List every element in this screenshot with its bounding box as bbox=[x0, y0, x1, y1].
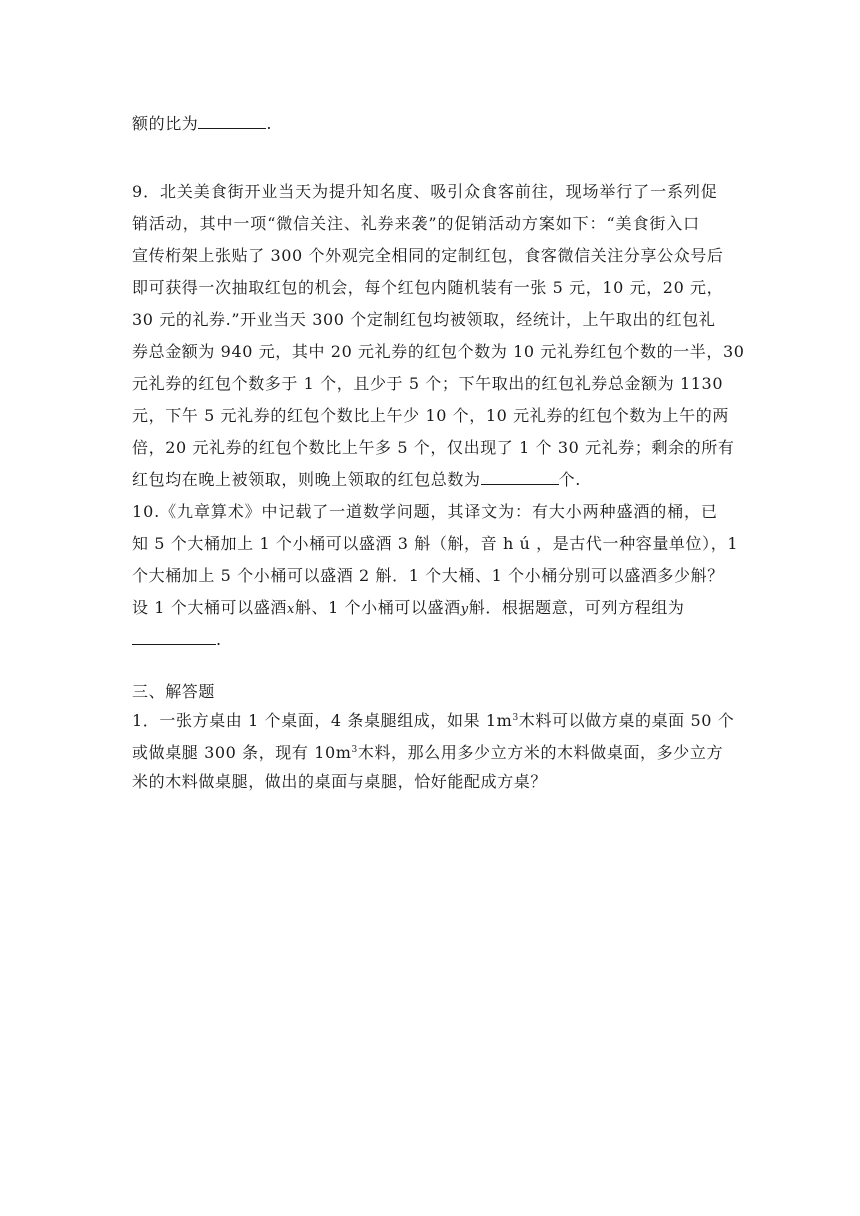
answer-blank bbox=[481, 470, 559, 485]
question-9-line: 倍，20 元礼券的红包个数比上午多 5 个，仅出现了 1 个 30 元礼券；剩余的所有 bbox=[132, 438, 735, 457]
text-line bbox=[132, 114, 732, 134]
text-span: 1．一张方桌由 1 个桌面，4 条桌腿组成，如果 1m bbox=[132, 711, 513, 730]
question-9-line: 宣传桁架上张贴了 300 个外观完全相同的定制红包，食客微信关注分享公众号后 bbox=[132, 246, 724, 265]
text-span: 木料，那么用多少立方米的木料做桌面，多少立方 bbox=[357, 743, 724, 762]
text-span: 红包均在晚上被领取，则晚上领取的红包总数为 bbox=[132, 470, 481, 489]
question-9-line: 券总金额为 940 元，其中 20 元礼券的红包个数为 10 元礼券红包个数的一半，30 bbox=[132, 342, 745, 361]
question-10-line bbox=[132, 630, 732, 650]
text-span: . bbox=[266, 114, 273, 133]
section-heading: 三、解答题 bbox=[132, 682, 216, 701]
question-9-line: 即可获得一次抽取红包的机会，每个红包内随机装有一张 5 元，10 元，20 元， bbox=[132, 278, 724, 297]
question-9-line: 9．北关美食街开业当天为提升知名度、吸引众食客前往，现场举行了一系列促 bbox=[132, 182, 718, 201]
problem-1-line bbox=[132, 708, 735, 731]
superscript: 3 bbox=[512, 713, 519, 723]
text-span: 斛．根据题意，可列方程组为 bbox=[468, 598, 685, 617]
question-9-line: 元礼券的红包个数多于 1 个，且少于 5 个；下午取出的红包礼券总金额为 1130 bbox=[132, 374, 724, 393]
question-10-line: 个大桶加上 5 个小桶可以盛酒 2 斛．1 个大桶、1 个小桶分别可以盛酒多少斛？ bbox=[132, 566, 724, 585]
variable-x: x bbox=[286, 602, 295, 617]
text-span: 斛、1 个小桶可以盛酒 bbox=[294, 598, 461, 617]
problem-1-line bbox=[132, 740, 732, 763]
question-9-line: 销活动，其中一项“微信关注、礼券来袭”的促销活动方案如下：“美食街入口 bbox=[132, 214, 701, 233]
problem-1-line: 米的木料做桌腿，做出的桌面与桌腿，恰好能配成方桌？ bbox=[132, 772, 548, 791]
text-span: 设 1 个大桶可以盛酒 bbox=[132, 598, 287, 617]
text-span: 个. bbox=[558, 470, 581, 489]
text-span: 额的比为 bbox=[132, 114, 199, 133]
question-10-line bbox=[132, 598, 732, 620]
variable-y: y bbox=[460, 602, 469, 617]
superscript: 3 bbox=[351, 745, 358, 755]
question-10-line: 10.《九章算术》中记载了一道数学问题，其译文为：有大小两种盛酒的桶，已 bbox=[132, 502, 718, 521]
answer-blank bbox=[132, 630, 216, 645]
question-9-line: 30 元的礼券.”开业当天 300 个定制红包均被领取，经统计，上午取出的红包礼 bbox=[132, 310, 716, 329]
text-span: 木料可以做方桌的桌面 50 个 bbox=[518, 711, 735, 730]
question-9-line: 元，下午 5 元礼券的红包个数比上午少 10 个，10 元礼券的红包个数为上午的两 bbox=[132, 406, 729, 425]
text-span: . bbox=[216, 630, 222, 649]
question-10-line: 知 5 个大桶加上 1 个小桶可以盛酒 3 斛（斛，音 h ú ，是古代一种容量单位），1 bbox=[132, 534, 739, 553]
question-9-line bbox=[132, 470, 732, 490]
answer-blank bbox=[198, 114, 266, 129]
text-span: 或做桌腿 300 条，现有 10m bbox=[132, 743, 352, 762]
